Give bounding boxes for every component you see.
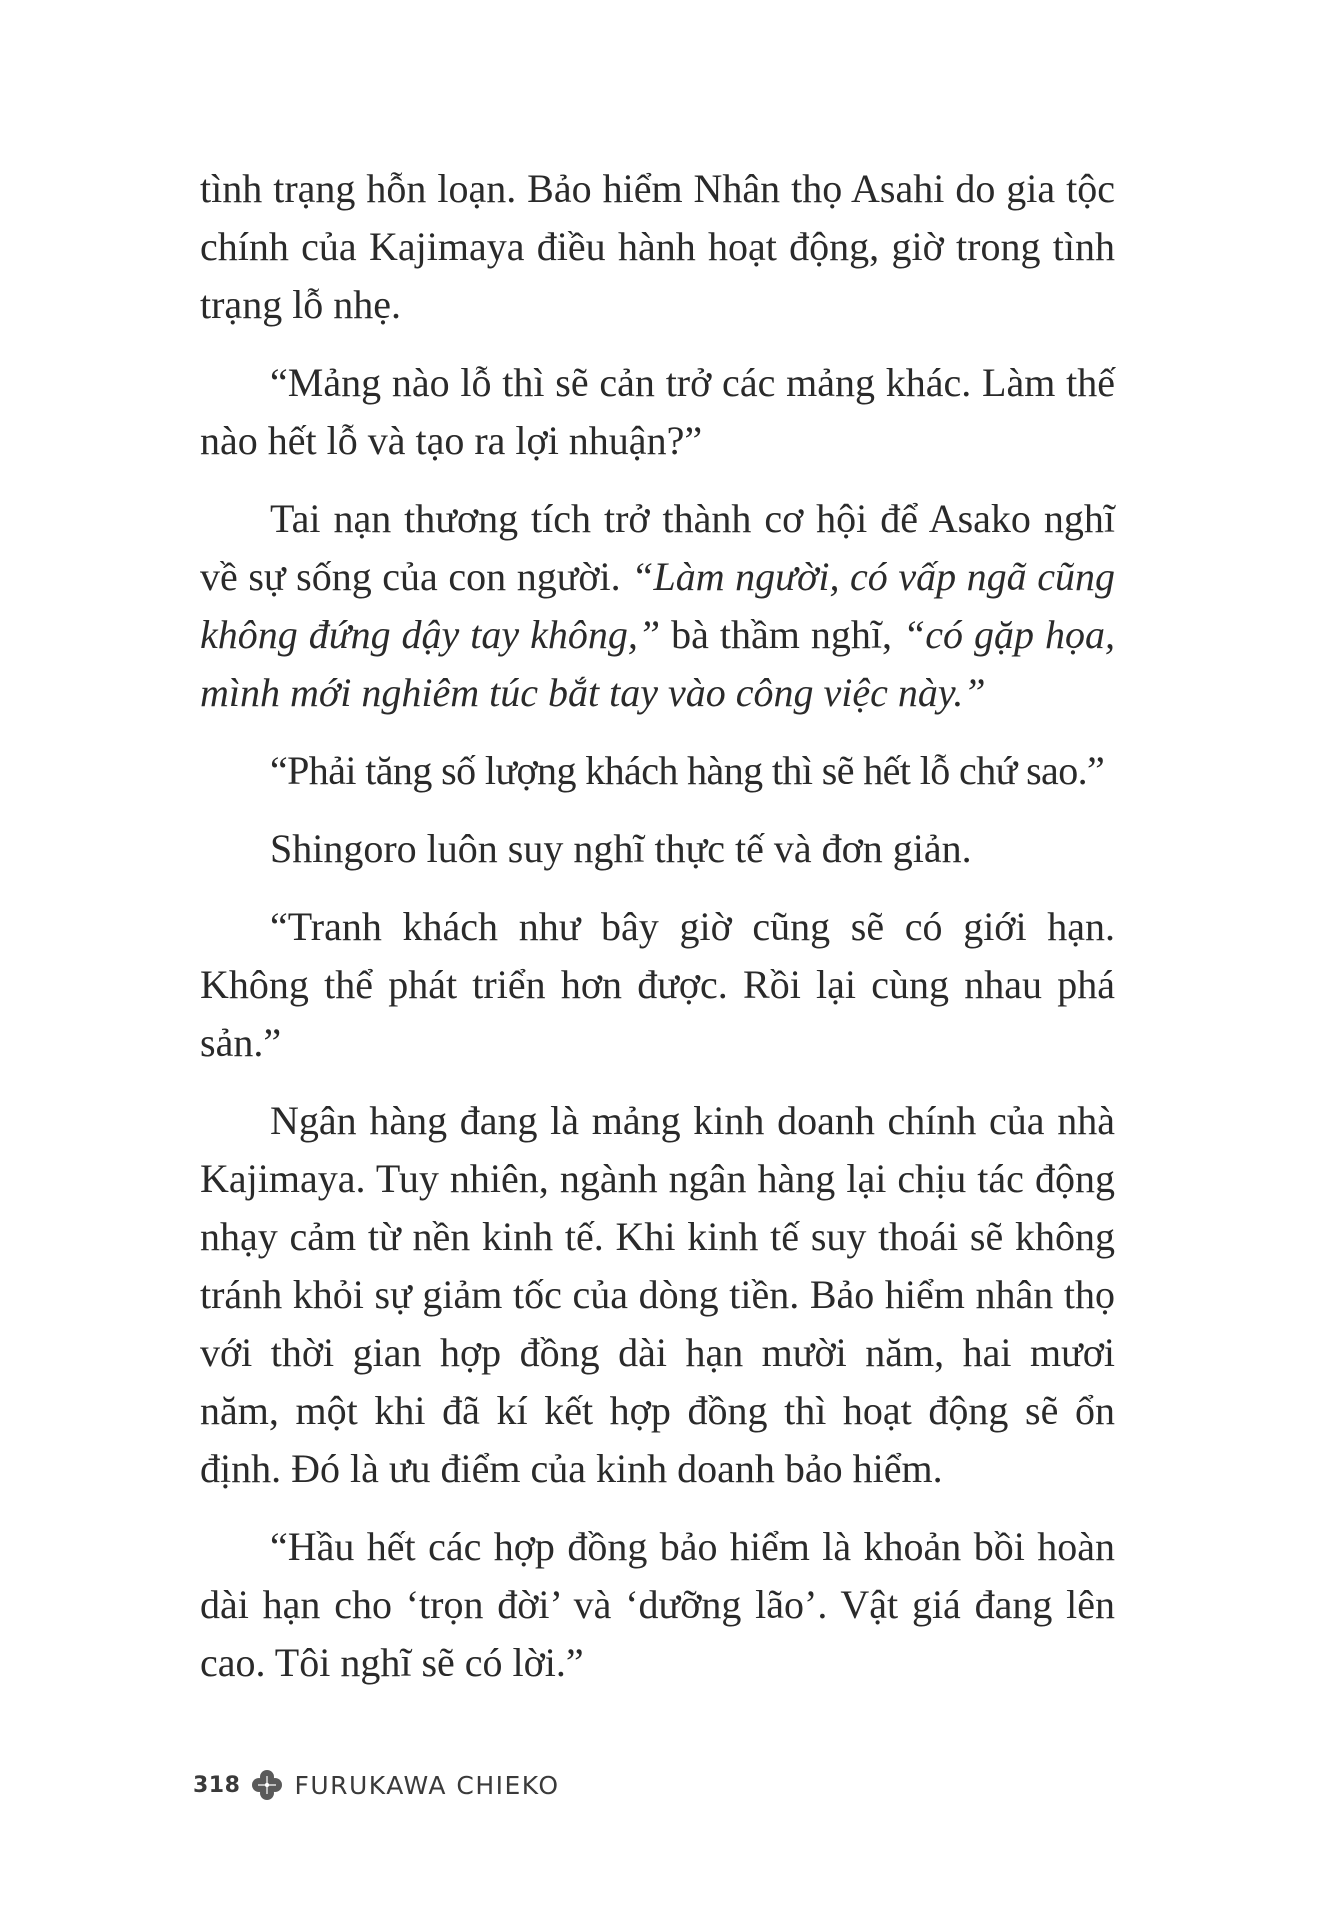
page-footer xyxy=(193,1768,560,1802)
paragraph-3-text-b: bà thầm nghĩ, xyxy=(660,612,903,657)
paragraph-2: “Mảng nào lỗ thì sẽ cản trở các mảng khác. Làm thế nào hết lỗ và tạo ra lợi nhuận?” xyxy=(200,360,1115,463)
paragraph-1: tình trạng hỗn loạn. Bảo hiểm Nhân thọ Asahi do gia tộc chính của Kajimaya điều hành hoạt động, giờ trong tình trạng lỗ nhẹ. xyxy=(200,166,1115,327)
paragraph-3-italic-a: “Làm người, có vấp ngã cũng không đứng dậy tay không,” xyxy=(200,554,1115,657)
paragraph-3-italic-b: “có gặp họa, mình mới nghiêm túc bắt tay vào công việc này.” xyxy=(200,612,1115,715)
page-body xyxy=(200,160,1115,1712)
paragraph-3 xyxy=(200,490,1115,722)
paragraph-7: Ngân hàng đang là mảng kinh doanh chính của nhà Kajimaya. Tuy nhiên, ngành ngân hàng lại chịu tác động nhạy cảm từ nền kinh tế. Khi kinh tế suy thoái sẽ không tránh khỏi sự giảm tốc của dòng tiền. Bảo hiểm nhân thọ với thời gian hợp đồng dài hạn mười năm, hai mươi năm, một khi đã kí kết hợp đồng thì hoạt động sẽ ổn định. Đó là ưu điểm của kinh doanh bảo hiểm. xyxy=(200,1098,1115,1491)
author-name: FURUKAWA CHIEKO xyxy=(294,1770,560,1800)
paragraph-3-text-a: Tai nạn thương tích trở thành cơ hội để Asako nghĩ về sự sống của con người. xyxy=(200,496,1115,599)
clover-icon xyxy=(250,1768,284,1802)
paragraph-6: “Tranh khách như bây giờ cũng sẽ có giới hạn. Không thể phát triển hơn được. Rồi lại cùng nhau phá sản.” xyxy=(200,904,1115,1065)
page-number: 318 xyxy=(193,1772,241,1798)
paragraph-8: “Hầu hết các hợp đồng bảo hiểm là khoản bồi hoàn dài hạn cho ‘trọn đời’ và ‘dưỡng lão’. Vật giá đang lên cao. Tôi nghĩ sẽ có lời.” xyxy=(200,1524,1115,1685)
paragraph-5: Shingoro luôn suy nghĩ thực tế và đơn giản. xyxy=(270,826,972,871)
paragraph-4: “Phải tăng số lượng khách hàng thì sẽ hết lỗ chứ sao.” xyxy=(270,748,1105,793)
